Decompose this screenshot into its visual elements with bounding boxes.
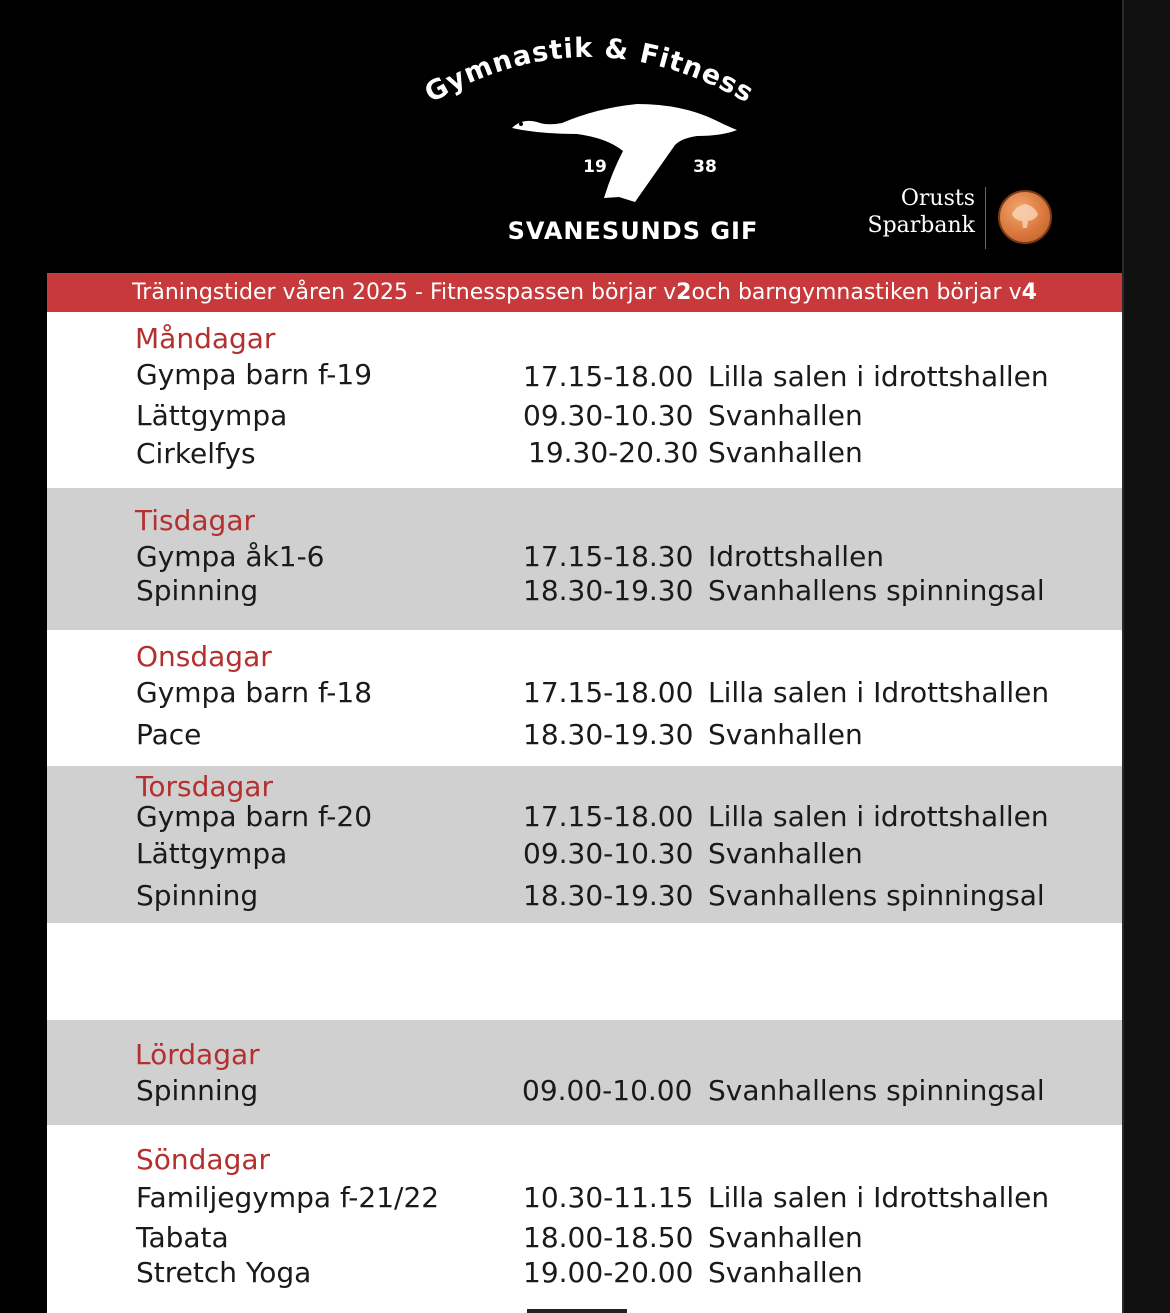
day-block-thursday (47, 766, 1122, 923)
session-place: Svanhallen (708, 1221, 863, 1254)
logo-year-right: 38 (693, 157, 717, 177)
session-activity: Stretch Yoga (136, 1256, 312, 1289)
session-time: 18.00-18.50 (523, 1221, 694, 1254)
day-heading: Måndagar (135, 322, 276, 355)
tree-icon (1000, 192, 1050, 242)
banner-text-1: Träningstider våren 2025 - Fitnesspassen börjar v (132, 280, 677, 305)
session-activity: Spinning (136, 1074, 259, 1107)
day-heading: Lördagar (135, 1038, 260, 1071)
session-time: 17.15-18.30 (523, 540, 694, 573)
session-place: Idrottshallen (708, 540, 885, 573)
session-place: Lilla salen i Idrottshallen (708, 676, 1050, 709)
session-place: Svanhallens spinningsal (708, 1074, 1045, 1107)
club-name: SVANESUNDS GIF (507, 217, 759, 245)
day-block-wednesday (47, 630, 1122, 766)
day-block-tuesday (47, 488, 1122, 630)
session-time: 18.30-19.30 (523, 718, 694, 751)
session-time: 18.30-19.30 (523, 879, 694, 912)
sponsor-line-1: Orusts (900, 186, 975, 211)
session-time: 19.30-20.30 (528, 436, 699, 469)
sponsor-line-2: Sparbank (867, 213, 975, 238)
schedule-banner (47, 273, 1122, 312)
session-time: 10.30-11.15 (523, 1181, 694, 1214)
sponsor-divider (985, 187, 986, 249)
schedule-page (47, 0, 1122, 1313)
session-place: Lilla salen i Idrottshallen (708, 1181, 1050, 1214)
club-logo (397, 20, 777, 250)
session-activity: Pace (136, 718, 202, 751)
session-activity: Gympa barn f-20 (136, 800, 373, 833)
session-place: Svanhallen (708, 837, 863, 870)
session-time: 17.15-18.00 (523, 360, 694, 393)
empty-block (47, 923, 1122, 1020)
banner-text-2: och barngymnastiken börjar v (691, 280, 1022, 305)
edge-line (1122, 0, 1124, 1313)
session-activity: Gympa åk1-6 (136, 540, 325, 573)
session-activity: Cirkelfys (136, 437, 256, 470)
session-activity: Spinning (136, 574, 259, 607)
session-time: 17.15-18.00 (523, 800, 694, 833)
session-place: Lilla salen i idrottshallen (708, 360, 1049, 393)
session-activity: Lättgympa (136, 837, 288, 870)
day-heading: Torsdagar (136, 770, 273, 803)
sponsor-logo (867, 185, 1067, 255)
day-block-monday (47, 312, 1122, 488)
logo-arc-text: Gymnastik & Fitness (419, 32, 760, 110)
session-time: 17.15-18.00 (523, 676, 694, 709)
session-time: 09.00-10.00 (522, 1074, 693, 1107)
session-place: Svanhallen (708, 718, 863, 751)
day-heading: Onsdagar (136, 640, 272, 673)
session-place: Svanhallen (708, 436, 863, 469)
session-activity: Gympa barn f-18 (136, 676, 373, 709)
banner-week-children: 4 (1021, 280, 1037, 305)
session-place: Svanhallen (708, 399, 863, 432)
session-time: 19.00-20.00 (523, 1256, 694, 1289)
day-heading: Tisdagar (135, 504, 255, 537)
session-activity: Spinning (136, 879, 259, 912)
session-activity: Lättgympa (136, 399, 288, 432)
header (47, 0, 1122, 273)
right-margin (1122, 0, 1170, 1313)
day-heading: Söndagar (136, 1143, 271, 1176)
sponsor-name (867, 185, 975, 239)
session-activity: Familjegympa f-21/22 (136, 1181, 440, 1214)
tree-emblem-icon (998, 190, 1052, 244)
session-activity: Tabata (136, 1221, 229, 1254)
cut-off-text-fragment (527, 1303, 637, 1313)
banner-week-fitness: 2 (676, 280, 692, 305)
session-place: Svanhallens spinningsal (708, 879, 1045, 912)
session-activity: Gympa barn f-19 (136, 358, 373, 391)
session-place: Svanhallen (708, 1256, 863, 1289)
swan-icon (512, 104, 737, 202)
session-time: 09.30-10.30 (523, 399, 694, 432)
day-block-saturday (47, 1020, 1122, 1125)
session-place: Svanhallens spinningsal (708, 574, 1045, 607)
logo-year-left: 19 (583, 157, 607, 177)
session-time: 18.30-19.30 (523, 574, 694, 607)
day-block-sunday (47, 1125, 1122, 1313)
session-time: 09.30-10.30 (523, 837, 694, 870)
session-place: Lilla salen i idrottshallen (708, 800, 1049, 833)
